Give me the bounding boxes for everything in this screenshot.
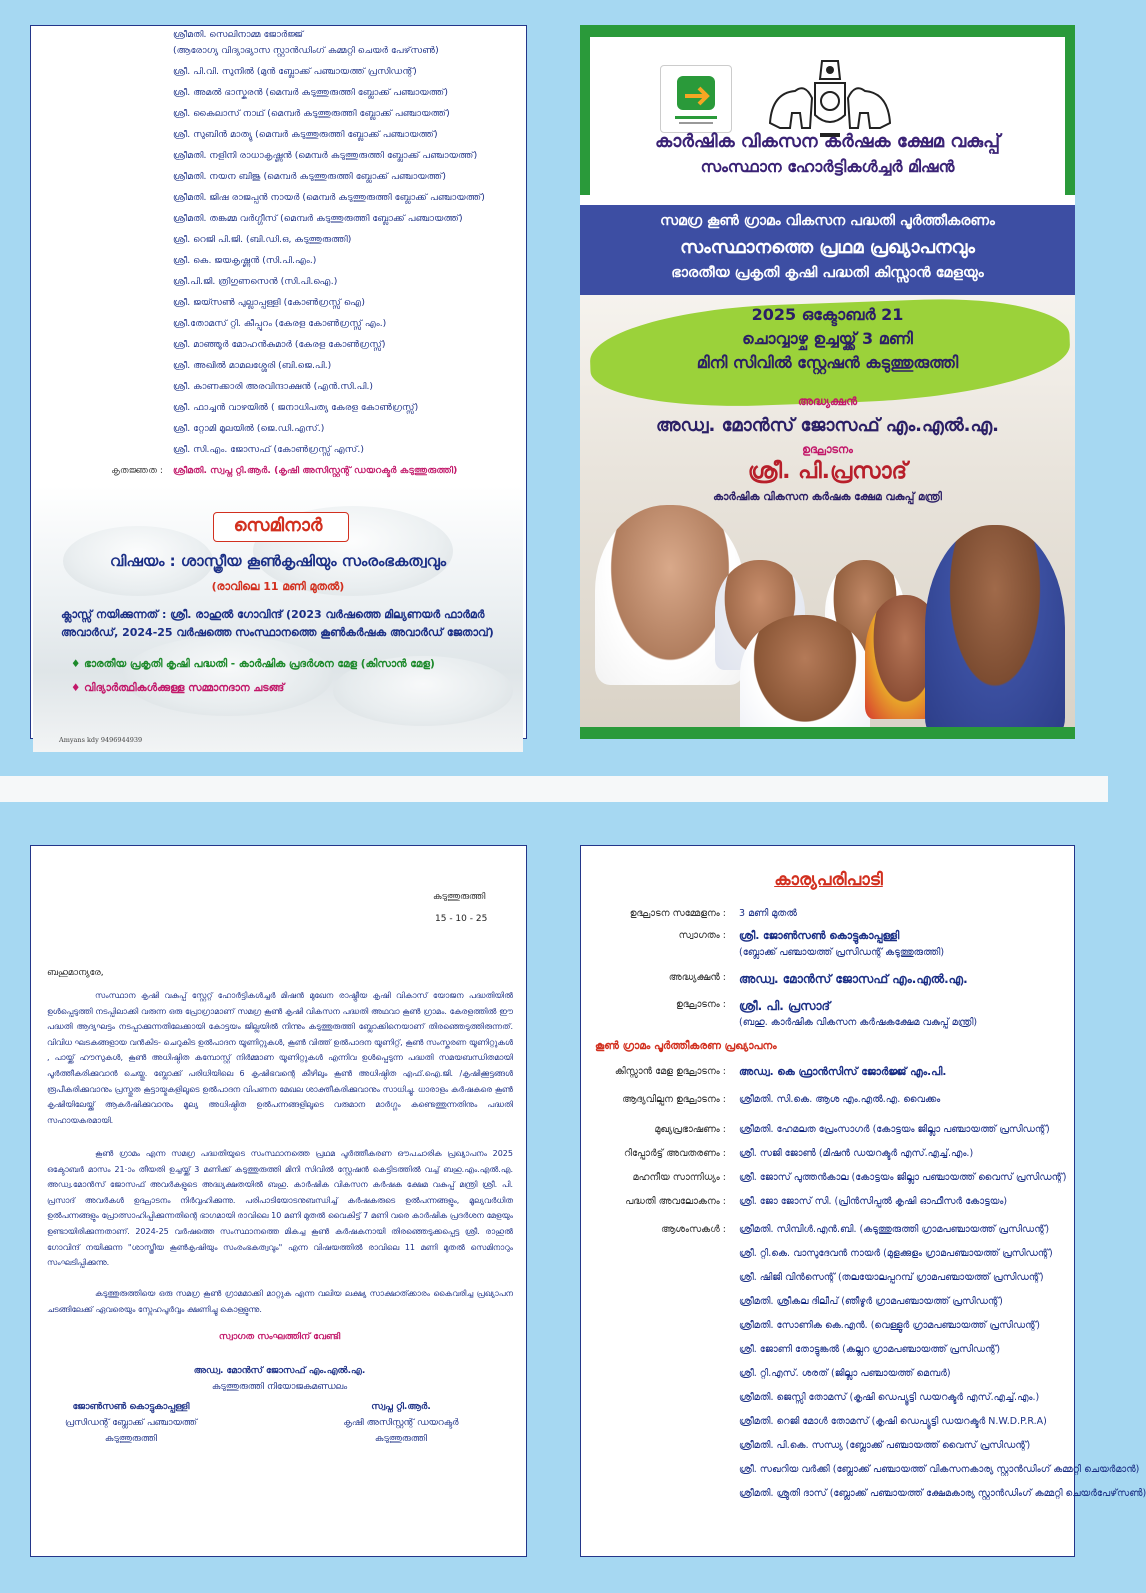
signatory-left-name: ജോൺസൺ കൊട്ടുകാപ്പള്ളി (72, 1402, 190, 1412)
guest-list-text: ശ്രീമതി. സ്വപ്ന റ്റി.ആർ. (കൃഷി അസിസ്റ്റന്റ് ഡയറക്ടർ കടുത്തുരുത്തി) (173, 465, 458, 476)
guest-list-text: ശ്രീമതി. സെലിനാമ്മ ജോർജ്ജ് (173, 29, 304, 40)
programme-item-label: ഉദ്ഘാടന സമ്മേളനം : (629, 908, 726, 919)
signatory-right-role: കൃഷി അസിസ്റ്റന്റ് ഡയറക്ടർ (343, 1418, 459, 1428)
guest-list-text: ശ്രീ.പി.ജി. ത്രിഗുണസെൻ (സി.പി.ഐ.) (173, 276, 338, 287)
guest-list-text: ശ്രീ. ജയ്സൺ പുല്ലാപ്പള്ളി (കോൺഗ്രസ്സ് ഐ) (173, 297, 365, 308)
event-poster (580, 25, 1075, 739)
signatory-left-role: പ്രസിഡന്റ് ബ്ലോക്ക് പഞ്ചായത്ത് (64, 1418, 198, 1428)
programme-item-label: മുഖ്യപ്രഭാഷണം : (654, 1124, 726, 1135)
letter-date: 15 - 10 - 25 (435, 914, 488, 924)
guest-list-text: ശ്രീമതി. നയന ബിജു (മെമ്പർ കടുത്തുരുത്തി ബ്ലോക്ക് പഞ്ചായത്ത്) (173, 171, 446, 182)
portrait-minister (925, 525, 1065, 739)
seminar-class-line2: അവാർഡ്, 2024-25 വർഷത്തെ സംസ്ഥാനത്തെ കൂൺകർഷക അവാർഡ് ജേതാവ്) (61, 626, 494, 639)
programme-item-label: മഹനീയ സാന്നിധ്യം : (632, 1172, 726, 1183)
page-divider (0, 776, 1108, 802)
guest-list-text: ശ്രീ. കെ. ജയകൃഷ്ണൻ (സി.പി.എം.) (173, 255, 317, 266)
seminar-title: സെമിനാർ (233, 515, 323, 536)
programme-item-text: ശ്രീ. ഷിജി വിൻസെന്റ് (തലയോലപ്പറമ്പ് ഗ്രാമപഞ്ചായത്ത് പ്രസിഡന്റ്) (739, 1272, 1044, 1283)
letter-paragraph-2: കൂൺ ഗ്രാമം എന്ന സമഗ്ര പദ്ധതിയുടെ സംസ്ഥാനത്തെ പ്രഥമ പൂർത്തീകരണ ഔപചാരിക പ്രഖ്യാപനം 2025 ഒക്ടോബർ മാസം 21-ാം തീയതി ഉച്ചയ്ക്ക് 3 മണിക്ക് കടുത്തുരുത്തി മിനി സിവിൽ സ്റ്റേഷൻ കെട്ടിടത്തിൽ വച്ച് ബഹു.എം.എൽ.എ. അഡ്വ.മോൻസ് ജോസഫ് അവർകളുടെ അദ്ധ്യക്ഷതയിൽ ബഹു. കാർഷിക വികസന കർഷക ക്ഷേമ വകുപ്പ് മന്ത്രി ശ്രീ. പി. പ്രസാദ് അവർകൾ ഉദ്ഘാടനം നിർവ്വഹിക്കുന്നു. പരിപാടിയോടനുബന്ധിച്ച് കർഷകരുടെ ഉൽപന്നങ്ങളും, മൂല്യവർധിത ഉൽപന്നങ്ങളും പ്രോത്സാഹിപ്പിക്കുന്നതിന്റെ ഭാഗമായി രാവിലെ 10 മണി മുതൽ വൈകിട്ട് 7 മണി വരെ കാർഷിക പ്രദർശന മേളയും ഉണ്ടായിരിക്കുന്നതാണ്. 2024-25 വർഷത്തെ സംസ്ഥാനത്തെ മികച്ച കൂൺ കർഷകനായി തിരഞ്ഞെടുക്കപ്പെട്ട ശ്രീ. രാഹുൽ ഗോവിന്ദ് നയിക്കുന്ന "ശാസ്ത്രീയ കൂൺകൃഷിയും സംരംഭകത്വവും" എന്ന വിഷയത്തിൽ രാവിലെ 11 മണി മുതൽ സെമിനാറും സംഘടിപ്പിക്കുന്നു. (47, 1149, 513, 1268)
programme-item-label: ആശംസകൾ : (660, 1224, 726, 1235)
inauguration-label: ഉദ്ഘാടനം (802, 443, 853, 456)
programme-item-text: ശ്രീ. സഖറിയ വർക്കി (ബ്ലോക്ക് പഞ്ചായത്ത് വികസനകാര്യ സ്റ്റാൻഡിംഗ് കമ്മറ്റി ചെയർമാൻ) (739, 1464, 1140, 1475)
invitation-letter (30, 845, 527, 1557)
programme-item-text: ശ്രീമതി. ജെസ്സി തോമസ് (കൃഷി ഡെപ്യൂട്ടി ഡയറക്ടർ എസ്.എച്ച്.എം.) (739, 1392, 1040, 1403)
programme-title: കാര്യപരിപാടി (774, 870, 883, 890)
department-line1: കാർഷിക വികസന കർഷക ക്ഷേമ വകുപ്പ് (654, 131, 1001, 152)
guest-list-text: ശ്രീ. അമൽ ഭാസ്കരൻ (മെമ്പർ കടുത്തുരുത്തി ബ്ലോക്ക് പഞ്ചായത്ത്) (173, 87, 448, 98)
horticulture-mission-logo (660, 65, 732, 133)
guest-list-panel (30, 25, 527, 744)
guest-list-text: ശ്രീ.തോമസ് റ്റി. കീപ്പുറം (കേരള കോൺഗ്രസ്സ് എം.) (173, 318, 387, 329)
seminar-class-line1: ക്ലാസ്സ് നയിക്കുന്നത് : ശ്രീ. രാഹുൽ ഗോവിന്ദ് (2023 വർഷത്തെ മില്യണയർ ഫാർമർ (61, 608, 485, 621)
programme-item-text: അഡ്വ. മോൻസ് ജോസഫ് എം.എൽ.എ. (739, 972, 968, 986)
programme-item-text: ശ്രീ. ജോണി തോട്ടുങ്കൽ (കല്ലറ ഗ്രാമപഞ്ചായത്ത് പ്രസിഡന്റ്) (739, 1344, 1001, 1355)
scheme-banner-line1: സമഗ്ര കൂൺ ഗ്രാമം വികസന പദ്ധതി പൂർത്തീകരണം (660, 213, 995, 229)
event-date: 2025 ഒക്ടോബർ 21 (751, 305, 904, 324)
department-line2: സംസ്ഥാന ഹോർട്ടികൾച്ചർ മിഷൻ (700, 157, 955, 176)
programme-item-text: (ബഹു. കാർഷിക വികസന കർഷകക്ഷേമ വകുപ്പ് മന്ത്രി) (739, 1017, 978, 1028)
guest-list-text: ശ്രീ. പി.വി. സുനിൽ (മുൻ ബ്ലോക്ക് പഞ്ചായത്ത് പ്രസിഡന്റ്) (173, 66, 417, 77)
programme-item-text: ശ്രീമതി. റെജി മോൾ തോമസ് (കൃഷി ഡെപ്യൂട്ടി ഡയറക്ടർ N.W.D.P.R.A) (739, 1416, 1047, 1427)
programme-item-label: കിസ്സാൻ മേള ഉദ്ഘാടനം : (614, 1066, 726, 1077)
scheme-banner-line2: സംസ്ഥാനത്തെ പ്രഥമ പ്രഖ്യാപനവും (680, 237, 975, 258)
programme-item-text: ശ്രീമതി. ശ്രീകല ദിലീപ് (ഞീഴൂർ ഗ്രാമപഞ്ചായത്ത് പ്രസിഡന്റ്) (739, 1296, 1003, 1307)
inaugurator-role: കാർഷിക വികസന കർഷക ക്ഷേമ വകുപ്പ് മന്ത്രി (713, 491, 942, 503)
seminar-bullet-kisan-mela: ♦ ഭാരതീയ പ്രകൃതി കൃഷി പദ്ധതി - കാർഷിക പ്രദർശന മേള (കിസാൻ മേള) (71, 658, 435, 670)
programme-item-text: ശ്രീ. പി. പ്രസാദ് (739, 999, 831, 1013)
seminar-topic: വിഷയം : ശാസ്ത്രീയ കൂൺകൃഷിയും സംരംഭകത്വവും (109, 552, 447, 570)
programme-item-label: സ്വാഗതം : (678, 930, 726, 941)
guest-list-label: കൃതജ്ഞത : (111, 465, 163, 476)
guest-list-text: ശ്രീ. കൈലാസ് നാഥ് (മെമ്പർ കടുത്തുരുത്തി ബ്ലോക്ക് പഞ്ചായത്ത്) (173, 108, 450, 119)
guest-list-text: ശ്രീമതി. ജിഷ രാജപ്പൻ നായർ (മെമ്പർ കടുത്തുരുത്തി ബ്ലോക്ക് പഞ്ചായത്ത്) (173, 192, 485, 203)
seminar-time: (രാവിലെ 11 മണി മുതൽ) (211, 580, 345, 593)
programme-item-text: (ബ്ലോക്ക് പഞ്ചായത്ത് പ്രസിഡന്റ് കടുത്തുരുത്തി) (739, 947, 945, 958)
programme-item-text: ശ്രീ. ജോൺസൺ കൊട്ടുകാപ്പള്ളി (739, 930, 900, 942)
guest-list-text: ശ്രീ. അഖിൽ മാമലശ്ശേരി (ബി.ജെ.പി.) (173, 360, 332, 371)
guest-list-text: ശ്രീ. കാണക്കാരി അരവിന്ദാക്ഷൻ (എൻ.സി.പി.) (173, 381, 373, 392)
programme-item-label: അദ്ധ്യക്ഷൻ : (668, 972, 726, 983)
programme-item-label: ആദ്യവില്പന ഉദ്ഘാടനം : (622, 1094, 726, 1105)
guest-list-text: ശ്രീ. മാഞ്ഞൂർ മോഹൻകുമാർ (കേരള കോൺഗ്രസ്സ്) (173, 339, 386, 350)
programme-item-text: ശ്രീമതി. ശ്രുതി ദാസ് (ബ്ലോക്ക് പഞ്ചായത്ത് ക്ഷേമകാര്യ സ്റ്റാൻഡിംഗ് കമ്മറ്റി ചെയർപേഴ്‌സൺ) (739, 1488, 1146, 1499)
guest-list-text: (ആരോഗ്യ വിദ്യാഭ്യാസ സ്റ്റാൻഡിംഗ് കമ്മറ്റി ചെയർ പേഴ്‌സൺ) (173, 45, 439, 56)
programme-item-text: ശ്രീമതി. സോണിക കെ.എൻ. (വെള്ളൂർ ഗ്രാമപഞ്ചായത്ത് പ്രസിഡന്റ്) (739, 1320, 1040, 1331)
programme-item-text: ശ്രീ. സജി ജോൺ (മിഷൻ ഡയറക്ടർ എസ്.എച്ച്.എം.) (739, 1148, 974, 1159)
signatory-left-place: കടുത്തുരുത്തി (104, 1434, 158, 1444)
programme-item-text: ശ്രീ. റ്റി.കെ. വാസുദേവൻ നായർ (മുളക്കുളം ഗ്രാമപഞ്ചായത്ത് പ്രസിഡന്റ്) (739, 1248, 1053, 1259)
portrait-person-4 (740, 615, 870, 739)
programme-item-text: ശ്രീമതി. ഹേമലത പ്രേംസാഗർ (കോട്ടയം ജില്ലാ പഞ്ചായത്ത് പ്രസിഡന്റ്) (739, 1124, 1050, 1135)
chair-role: കടുത്തുരുത്തി നിയോജകമണ്ഡലം (211, 1382, 348, 1392)
inaugurator-name: ശ്രീ. പി.പ്രസാദ് (747, 459, 908, 484)
guest-list-text: ശ്രീ. റെജി പി.ജി. (ബി.ഡി.ഒ, കടുത്തുരുത്തി) (173, 234, 352, 245)
programme-item-text: ശ്രീമതി. പി.കെ. സന്ധ്യ (ബ്ലോക്ക് പഞ്ചായത്ത് വൈസ് പ്രസിഡന്റ്) (739, 1440, 1031, 1451)
programme-item-text: ശ്രീമതി. സിമ്പിൾ.എൻ.ബി. (കടുത്തുരുത്തി ഗ്രാമപഞ്ചായത്ത് പ്രസിഡന്റ്) (739, 1224, 1050, 1235)
mushroom-illustration (123, 636, 333, 716)
event-time: ചൊവ്വാഴ്ച ഉച്ചയ്ക്ക് 3 മണി (742, 329, 913, 348)
poster-green-bottom-band (580, 727, 1075, 739)
programme-item-text: അഡ്വ. കെ ഫ്രാൻസിസ് ജോർജ്ജ് എം.പി. (739, 1066, 947, 1078)
signatory-right-place: കടുത്തുരുത്തി (374, 1434, 428, 1444)
seminar-section (33, 486, 523, 752)
letter-salutation: ബഹുമാന്യരേ, (47, 968, 104, 978)
signatory-right-name: സ്വപ്ന റ്റി.ആർ. (371, 1402, 431, 1412)
programme-item-text: ശ്രീമതി. സി.കെ. ആശ എം.എൽ.എ. വൈക്കം (739, 1094, 941, 1105)
guest-list-text: ശ്രീ. ഫാച്ചൻ വാഴയിൽ ( ജനാധിപത്യ കേരള കോൺഗ്രസ്സ്) (173, 402, 419, 413)
programme-item-label: ഉദ്ഘാടനം : (675, 999, 726, 1010)
letter-paragraph-1: സംസ്ഥാന കൃഷി വകുപ്പ് സ്റ്റേറ്റ് ഹോർട്ടികൾച്ചർ മിഷൻ മുഖേന രാഷ്ട്രീയ കൃഷി വികാസ് യോജന പദ്ധതിയിൽ ഉൾപ്പെടുത്തി നടപ്പിലാക്കി വരുന്ന ഒരു പ്രോഗ്രാമാണ് സമഗ്ര കൂൺ കൃഷി വികസന പദ്ധതി അഥവാ കൂൺ ഗ്രാമം. കേരളത്തിൽ ഈ പദ്ധതി ആദ്യഘട്ടം നടപ്പാക്കുന്നതിലേക്കായി കോട്ടയം ജില്ലയിൽ നിന്നും കടുത്തുരുത്തി ബ്ലോക്കിനെയാണ് തിരഞ്ഞെടുത്തിരുന്നത്. വിവിധ ഘടകങ്ങളായ വൻകിട- ചെറുകിട ഉൽപാദന യൂണിറ്റുകൾ, കൂൺ വിത്ത് ഉൽപാദന യൂണിറ്റ്, കൂൺ സംസ്കരണ യൂണിറ്റുകൾ , പായ്ക്ക് ഹൗസുകൾ, കൂൺ അധിഷ്ഠിത കമ്പോസ്റ്റ് നിർമ്മാണ യൂണിറ്റുകൾ എന്നിവ ഉൾപ്പെടുന്ന പദ്ധതി സമയബന്ധിതമായി പൂർത്തീകരിക്കുവാൻ ചെയ്തു. ബ്ലോക്ക് പരിധിയിലെ 6 കൃഷിഭവന്റെ കീഴിലും കൂൺ അധിഷ്ഠിത എഫ്.ഐ.ജി. /കൃഷിക്കൂട്ടങ്ങൾ രൂപീകരിക്കുവാനും പ്രസ്തുത കൂട്ടായ്മകളിലൂടെ ഉൽപാദന വിപണന മേഖല ശാക്തീകരിക്കുവാനും സാധിച്ചു. ധാരാളം കർഷകരെ കൂൺ കൃഷിയിലേയ്ക്ക് ആകർഷിക്കുവാനും മൂല്യ അധിഷ്ഠിത ഉൽപന്നങ്ങളിലൂടെ വരുമാന മാർഗ്ഗം കണ്ടെത്തുന്നതിനും പദ്ധതി സഹായകരമായി. (47, 991, 513, 1125)
state-emblem (760, 53, 900, 143)
guest-list-text: ശ്രീമതി. നളിനി രാധാകൃഷ്ണൻ (മെമ്പർ കടുത്തുരുത്തി ബ്ലോക്ക് പഞ്ചായത്ത്) (173, 150, 478, 161)
programme-item-label: റിപ്പോർട്ട് അവതരണം : (624, 1148, 726, 1159)
presider-name: അഡ്വ. മോൻസ് ജോസഫ് എം.എൽ.എ. (655, 415, 999, 436)
programme-item-text: ശ്രീ. ജോ ജോസ് സി. (പ്രിൻസിപ്പൽ കൃഷി ഓഫീസർ കോട്ടയം) (739, 1196, 1008, 1207)
presider-label: അദ്ധ്യക്ഷൻ (797, 395, 858, 408)
guest-list-text: ശ്രീമതി. തങ്കമ്മ വർഗ്ഗീസ് (മെമ്പർ കടുത്തുരുത്തി ബ്ലോക്ക് പഞ്ചായത്ത്) (173, 213, 463, 224)
guest-list-text: ശ്രീ. റ്റോമി മൂലയിൽ (ജെ.ഡി.എസ്.) (173, 423, 325, 434)
programme-item-text: ശ്രീ. റ്റി.എസ്. ശരത് (ജില്ലാ പഞ്ചായത്ത് മെമ്പർ) (739, 1368, 951, 1379)
guest-list-text: ശ്രീ. സി.എം. ജോസഫ് (കോൺഗ്രസ്സ് എസ്.) (173, 444, 364, 455)
printer-credit: Amyans kdy 9496944939 (59, 736, 143, 744)
scheme-banner-line3: ഭാരതീയ പ്രകൃതി കൃഷി പദ്ധതി കിസ്സാൻ മേളയും (671, 265, 984, 281)
programme-item-label: പദ്ധതി അവലോകനം : (625, 1196, 726, 1207)
event-venue: മിനി സിവിൽ സ്റ്റേഷൻ കടുത്തുരുത്തി (696, 353, 959, 372)
chair-name: അഡ്വ. മോൻസ് ജോസഫ് എം.എൽ.എ. (193, 1366, 366, 1376)
poster-green-top-band (580, 25, 1075, 37)
welcome-committee: സ്വാഗത സംഘത്തിന് വേണ്ടി (218, 1332, 341, 1342)
letter-paragraph-3: കടുത്തുരുത്തിയെ ഒരു സമഗ്ര കൂൺ ഗ്രാമമാക്കി മാറ്റുക എന്ന വലിയ ലക്ഷ്യ സാക്ഷാത്ക്കാരം കൈവരിച്ച പ്രഖ്യാപന ചടങ്ങിലേക്ക് ഏവരെയും സ്നേഹപൂർവ്വം ക്ഷണിച്ചു കൊള്ളുന്നു. (47, 1289, 513, 1314)
programme-item-text: 3 മണി മുതൽ (739, 908, 797, 919)
seminar-bullet-students: ♦ വിദ്യാർത്ഥികൾക്കുള്ള സമ്മാനദാന ചടങ്ങ് (71, 682, 285, 694)
programme-panel (580, 845, 1146, 1557)
programme-item-text: കൂൺ ഗ്രാമം പൂർത്തീകരണ പ്രഖ്യാപനം (595, 1040, 777, 1052)
programme-item-text: ശ്രീ. ജോസ് പുത്തൻകാല (കോട്ടയം ജില്ലാ പഞ്ചായത്ത് വൈസ് പ്രസിഡന്റ്) (739, 1172, 1067, 1183)
letter-place: കടുത്തുരുത്തി (433, 892, 486, 902)
guest-list-text: ശ്രീ. സുബിൻ മാത്യു (മെമ്പർ കടുത്തുരുത്തി ബ്ലോക്ക് പഞ്ചായത്ത്) (173, 129, 438, 140)
